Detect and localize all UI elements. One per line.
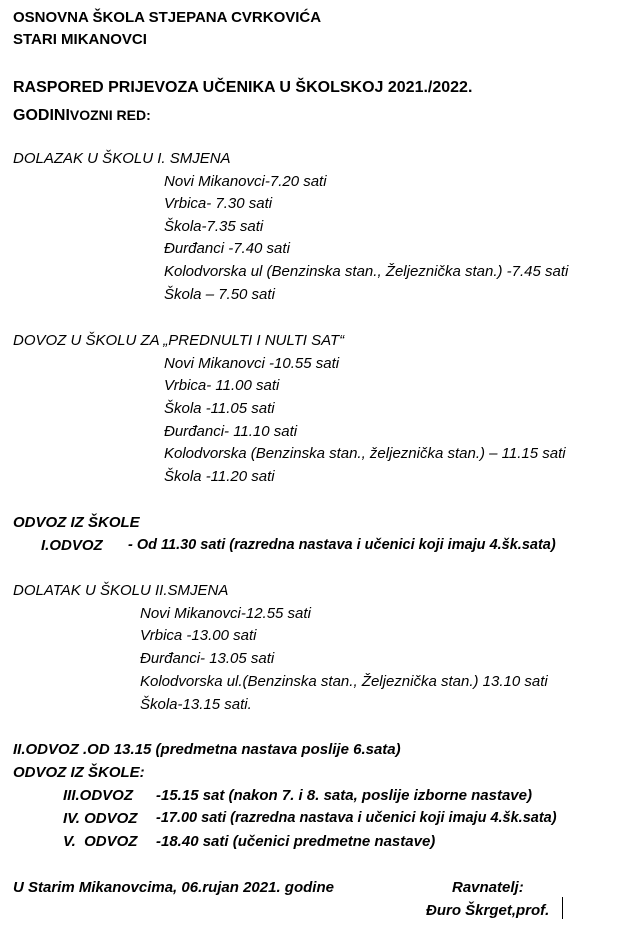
- departure-detail: -18.40 sati (učenici predmetne nastave): [156, 833, 436, 850]
- section4-stop: Kolodvorska ul.(Benzinska stan., Željeznička stan.) 13.10 sati: [140, 673, 548, 690]
- section4-stop: Škola-13.15 sati.: [140, 696, 252, 713]
- place-date: U Starim Mikanovcima, 06.rujan 2021. godine: [13, 879, 334, 896]
- section2-stop: Škola -11.05 sati: [164, 400, 275, 417]
- section4-stop: Đurđanci- 13.05 sati: [140, 650, 275, 667]
- second-departure-line: II.ODVOZ .OD 13.15 (predmetna nastava poslije 6.sata): [13, 741, 401, 758]
- section2-stop: Škola -11.20 sati: [164, 468, 275, 485]
- section1-stop: Škola-7.35 sati: [164, 218, 264, 235]
- section1-stop: Kolodvorska ul (Benzinska stan., Željeznička stan.) -7.45 sati: [164, 263, 569, 280]
- section4-heading: DOLATAK U ŠKOLU II.SMJENA: [13, 582, 229, 599]
- section1-heading: DOLAZAK U ŠKOLU I. SMJENA: [13, 150, 231, 167]
- section1-stop: Vrbica- 7.30 sati: [164, 195, 273, 212]
- document-title: RASPORED PRIJEVOZA UČENIKA U ŠKOLSKOJ 2021./2022.: [13, 79, 473, 96]
- departure-detail: -15.15 sat (nakon 7. i 8. sata, poslije izborne nastave): [156, 787, 532, 804]
- section2-stop: Vrbica- 11.00 sati: [164, 377, 280, 394]
- section4-stop: Vrbica -13.00 sati: [140, 627, 257, 644]
- section4-stop: Novi Mikanovci-12.55 sati: [140, 605, 311, 622]
- school-name: OSNOVNA ŠKOLA STJEPANA CVRKOVIĆA: [13, 9, 322, 26]
- subtitle-part-b: VOZNI RED:: [69, 107, 151, 123]
- departure-detail: -17.00 sati (razredna nastava i učenici koji imaju 4.šk.sata): [156, 810, 557, 826]
- section1-stop: Đurđanci -7.40 sati: [164, 240, 290, 257]
- signatory-name: Đuro Škrget,prof.: [426, 902, 550, 919]
- section2-stop: Kolodvorska (Benzinska stan., željeznička stan.) – 11.15 sati: [164, 445, 566, 462]
- departure-label: III.ODVOZ: [63, 787, 134, 804]
- subtitle-part-a: GODINI: [13, 107, 70, 124]
- section1-stop: Škola – 7.50 sati: [164, 286, 275, 303]
- section1-stop: Novi Mikanovci-7.20 sati: [164, 173, 327, 190]
- first-departure-detail: - Od 11.30 sati (razredna nastava i učenici koji imaju 4.šk.sata): [128, 537, 556, 553]
- document-subtitle: [13, 108, 151, 124]
- section2-stop: Novi Mikanovci -10.55 sati: [164, 355, 340, 372]
- section2-stop: Đurđanci- 11.10 sati: [164, 423, 298, 440]
- school-place: STARI MIKANOVCI: [13, 31, 147, 48]
- departure-label: V. ODVOZ: [63, 833, 138, 850]
- departure-label: IV. ODVOZ: [63, 810, 138, 827]
- first-departure-label: I.ODVOZ: [41, 537, 103, 554]
- section2-heading: DOVOZ U ŠKOLU ZA „PREDNULTI I NULTI SAT“: [13, 332, 345, 349]
- signatory-role: Ravnatelj:: [452, 879, 524, 896]
- section5-heading: ODVOZ IZ ŠKOLE:: [13, 764, 145, 781]
- section3-heading: ODVOZ IZ ŠKOLE: [13, 514, 140, 531]
- text-cursor-mark: [562, 897, 563, 919]
